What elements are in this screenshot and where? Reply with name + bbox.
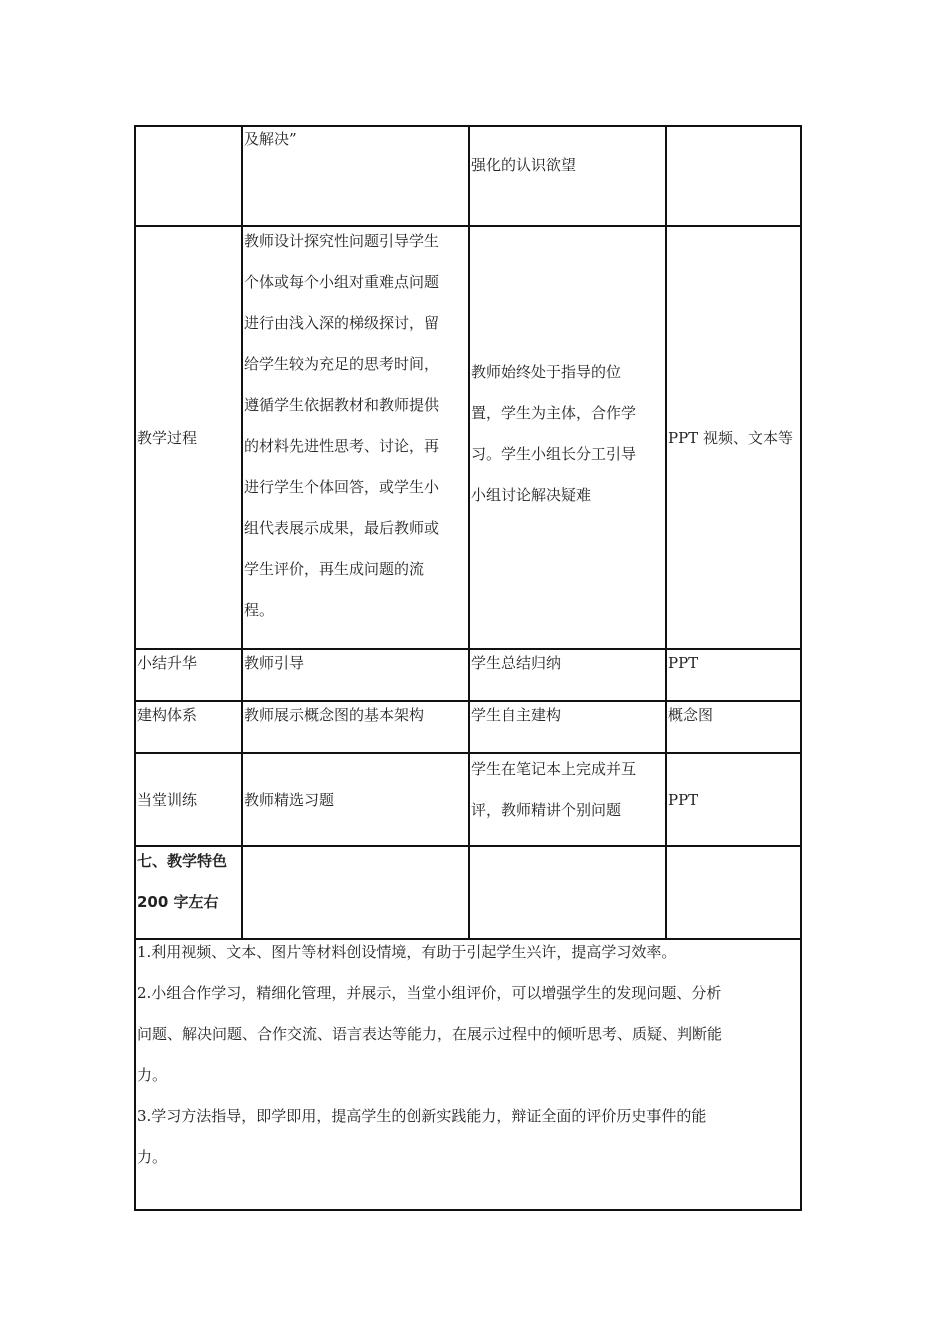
table-row [135,753,801,846]
cell-line: 进行由浅入深的梯级探讨，留 [244,314,440,332]
table-cell [469,753,666,846]
table-row [135,701,801,753]
cell-text: PPT [668,790,699,809]
table-cell [135,846,242,939]
table-row [135,846,801,939]
cell-line: 置，学生为主体，合作学 [471,403,637,422]
section-heading: 七、教学特色 [137,852,228,870]
table-cell [666,701,801,753]
cell-line: 的材料先进性思考、讨论，再 [244,437,440,455]
table-cell [242,846,469,939]
table-cell [666,846,801,939]
table-cell [242,701,469,753]
stage-label-build-system: 建构体系 [137,706,198,724]
cell-line: 学生评价，再生成问题的流 [244,560,425,578]
cell-text: PPT [668,654,699,672]
table-cell [666,226,801,649]
paragraph-line: 2.小组合作学习，精细化管理，并展示，当堂小组评价，可以增强学生的发现问题、分析 [137,984,722,1002]
cell-line: 程。 [244,601,275,619]
table-row [135,226,801,649]
cell-line: 习。学生小组长分工引导 [471,444,637,463]
cell-text: 概念图 [668,706,714,724]
table-cell [469,226,666,649]
cell-line: 教师设计探究性问题引导学生 [244,232,440,250]
table-cell [666,126,801,226]
cell-line: 学生在笔记本上完成并互 [471,760,637,778]
cell-line: 进行学生个体回答，或学生小 [244,478,440,496]
table-cell [666,753,801,846]
stage-label-practice: 当堂训练 [137,790,198,809]
cell-line: 个体或每个小组对重难点问题 [244,273,440,291]
table-row [135,939,801,1210]
feature-paragraph-2 [137,973,799,1096]
lesson-plan-table [134,125,802,1211]
table-cell [666,649,801,701]
table-cell [135,126,242,226]
paragraph-line: 3.学习方法指导，即学即用，提高学生的创新实践能力，辩证全面的评价历史事件的能 [137,1107,707,1125]
cell-text: 学生总结归纳 [471,654,562,672]
table-cell [242,753,469,846]
table-cell [242,226,469,649]
table-cell [135,226,242,649]
cell-line: 遵循学生依据教材和教师提供 [244,396,440,414]
cell-line: 组代表展示成果，最后教师或 [244,519,440,537]
table-cell [469,649,666,701]
table-row [135,126,801,226]
table-cell [135,753,242,846]
cell-line: 教师始终处于指导的位 [471,362,622,381]
cell-text: 教师引导 [244,654,305,672]
cell-line: 评，教师精讲个别问题 [471,801,622,819]
table-row [135,649,801,701]
cell-text: 强化的认识欲望 [471,156,577,174]
stage-label-teaching-process: 教学过程 [137,428,198,447]
table-cell [469,846,666,939]
cell-line: 给学生较为充足的思考时间， [244,355,440,373]
cell-text: PPT 视频、文本等 [668,428,793,447]
cell-text: 及解决” [244,130,297,148]
table-cell [135,701,242,753]
stage-label-summary: 小结升华 [137,654,198,672]
cell-line: 小组讨论解决疑难 [471,485,592,504]
cell-text: 学生自主建构 [471,706,562,724]
cell-text: 教师展示概念图的基本架构 [244,706,425,724]
section-subheading: 200 字左右 [137,893,219,911]
paragraph-line: 力。 [137,1148,168,1166]
features-cell [135,939,801,1210]
feature-paragraph-1: 1.利用视频、文本、图片等材料创设情境，有助于引起学生兴许，提高学习效率。 [137,943,677,961]
paragraph-line: 问题、解决问题、合作交流、语言表达等能力，在展示过程中的倾听思考、质疑、判断能 [137,1025,723,1043]
table-cell [242,126,469,226]
table-cell [242,649,469,701]
table-cell [135,649,242,701]
paragraph-line: 力。 [137,1066,168,1084]
feature-paragraph-3 [137,1096,799,1178]
table-cell [469,126,666,226]
cell-text: 教师精选习题 [244,790,335,809]
